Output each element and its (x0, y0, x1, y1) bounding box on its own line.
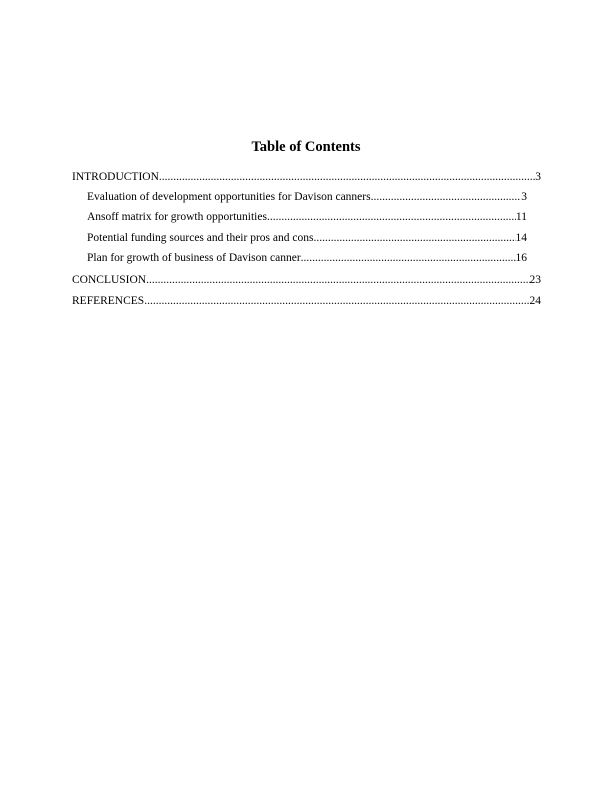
toc-page-number: 14 (515, 232, 527, 244)
toc-entry-references[interactable] (72, 292, 541, 310)
toc-page-number: 3 (535, 171, 541, 183)
toc-entry-label: CONCLUSION (72, 274, 147, 286)
toc-entry-ansoff-matrix[interactable] (87, 208, 527, 226)
toc-entry-label: Plan for growth of business of Davison canner (87, 252, 301, 264)
toc-page-number: 3 (521, 191, 527, 203)
toc-dot-leader (159, 168, 535, 186)
toc-entry-label: Potential funding sources and their pros and cons (87, 232, 314, 244)
toc-entry-label: REFERENCES (72, 295, 145, 307)
toc-dot-leader (146, 271, 529, 289)
toc-page-number: 16 (515, 252, 527, 264)
toc-dot-leader (371, 188, 522, 206)
toc-entry-introduction[interactable] (72, 168, 541, 186)
toc-entry-label: INTRODUCTION (72, 171, 159, 183)
toc-entry-label: Ansoff matrix for growth opportunities (87, 211, 267, 223)
toc-entry-label: Evaluation of development opportunities for Davison canners (87, 191, 371, 203)
toc-entry-conclusion[interactable] (72, 271, 541, 289)
toc-title: Table of Contents (251, 139, 361, 155)
toc-entry-funding-sources[interactable] (87, 229, 527, 247)
toc-entry-growth-plan[interactable] (87, 249, 527, 267)
toc-page-number: 11 (515, 211, 527, 223)
toc-page-number: 23 (529, 274, 541, 286)
toc-entry-evaluation[interactable] (87, 188, 527, 206)
toc-dot-leader (313, 229, 515, 247)
toc-dot-leader (267, 208, 516, 226)
toc-page-number: 24 (529, 295, 541, 307)
toc-dot-leader (301, 249, 516, 267)
toc-dot-leader (144, 292, 529, 310)
